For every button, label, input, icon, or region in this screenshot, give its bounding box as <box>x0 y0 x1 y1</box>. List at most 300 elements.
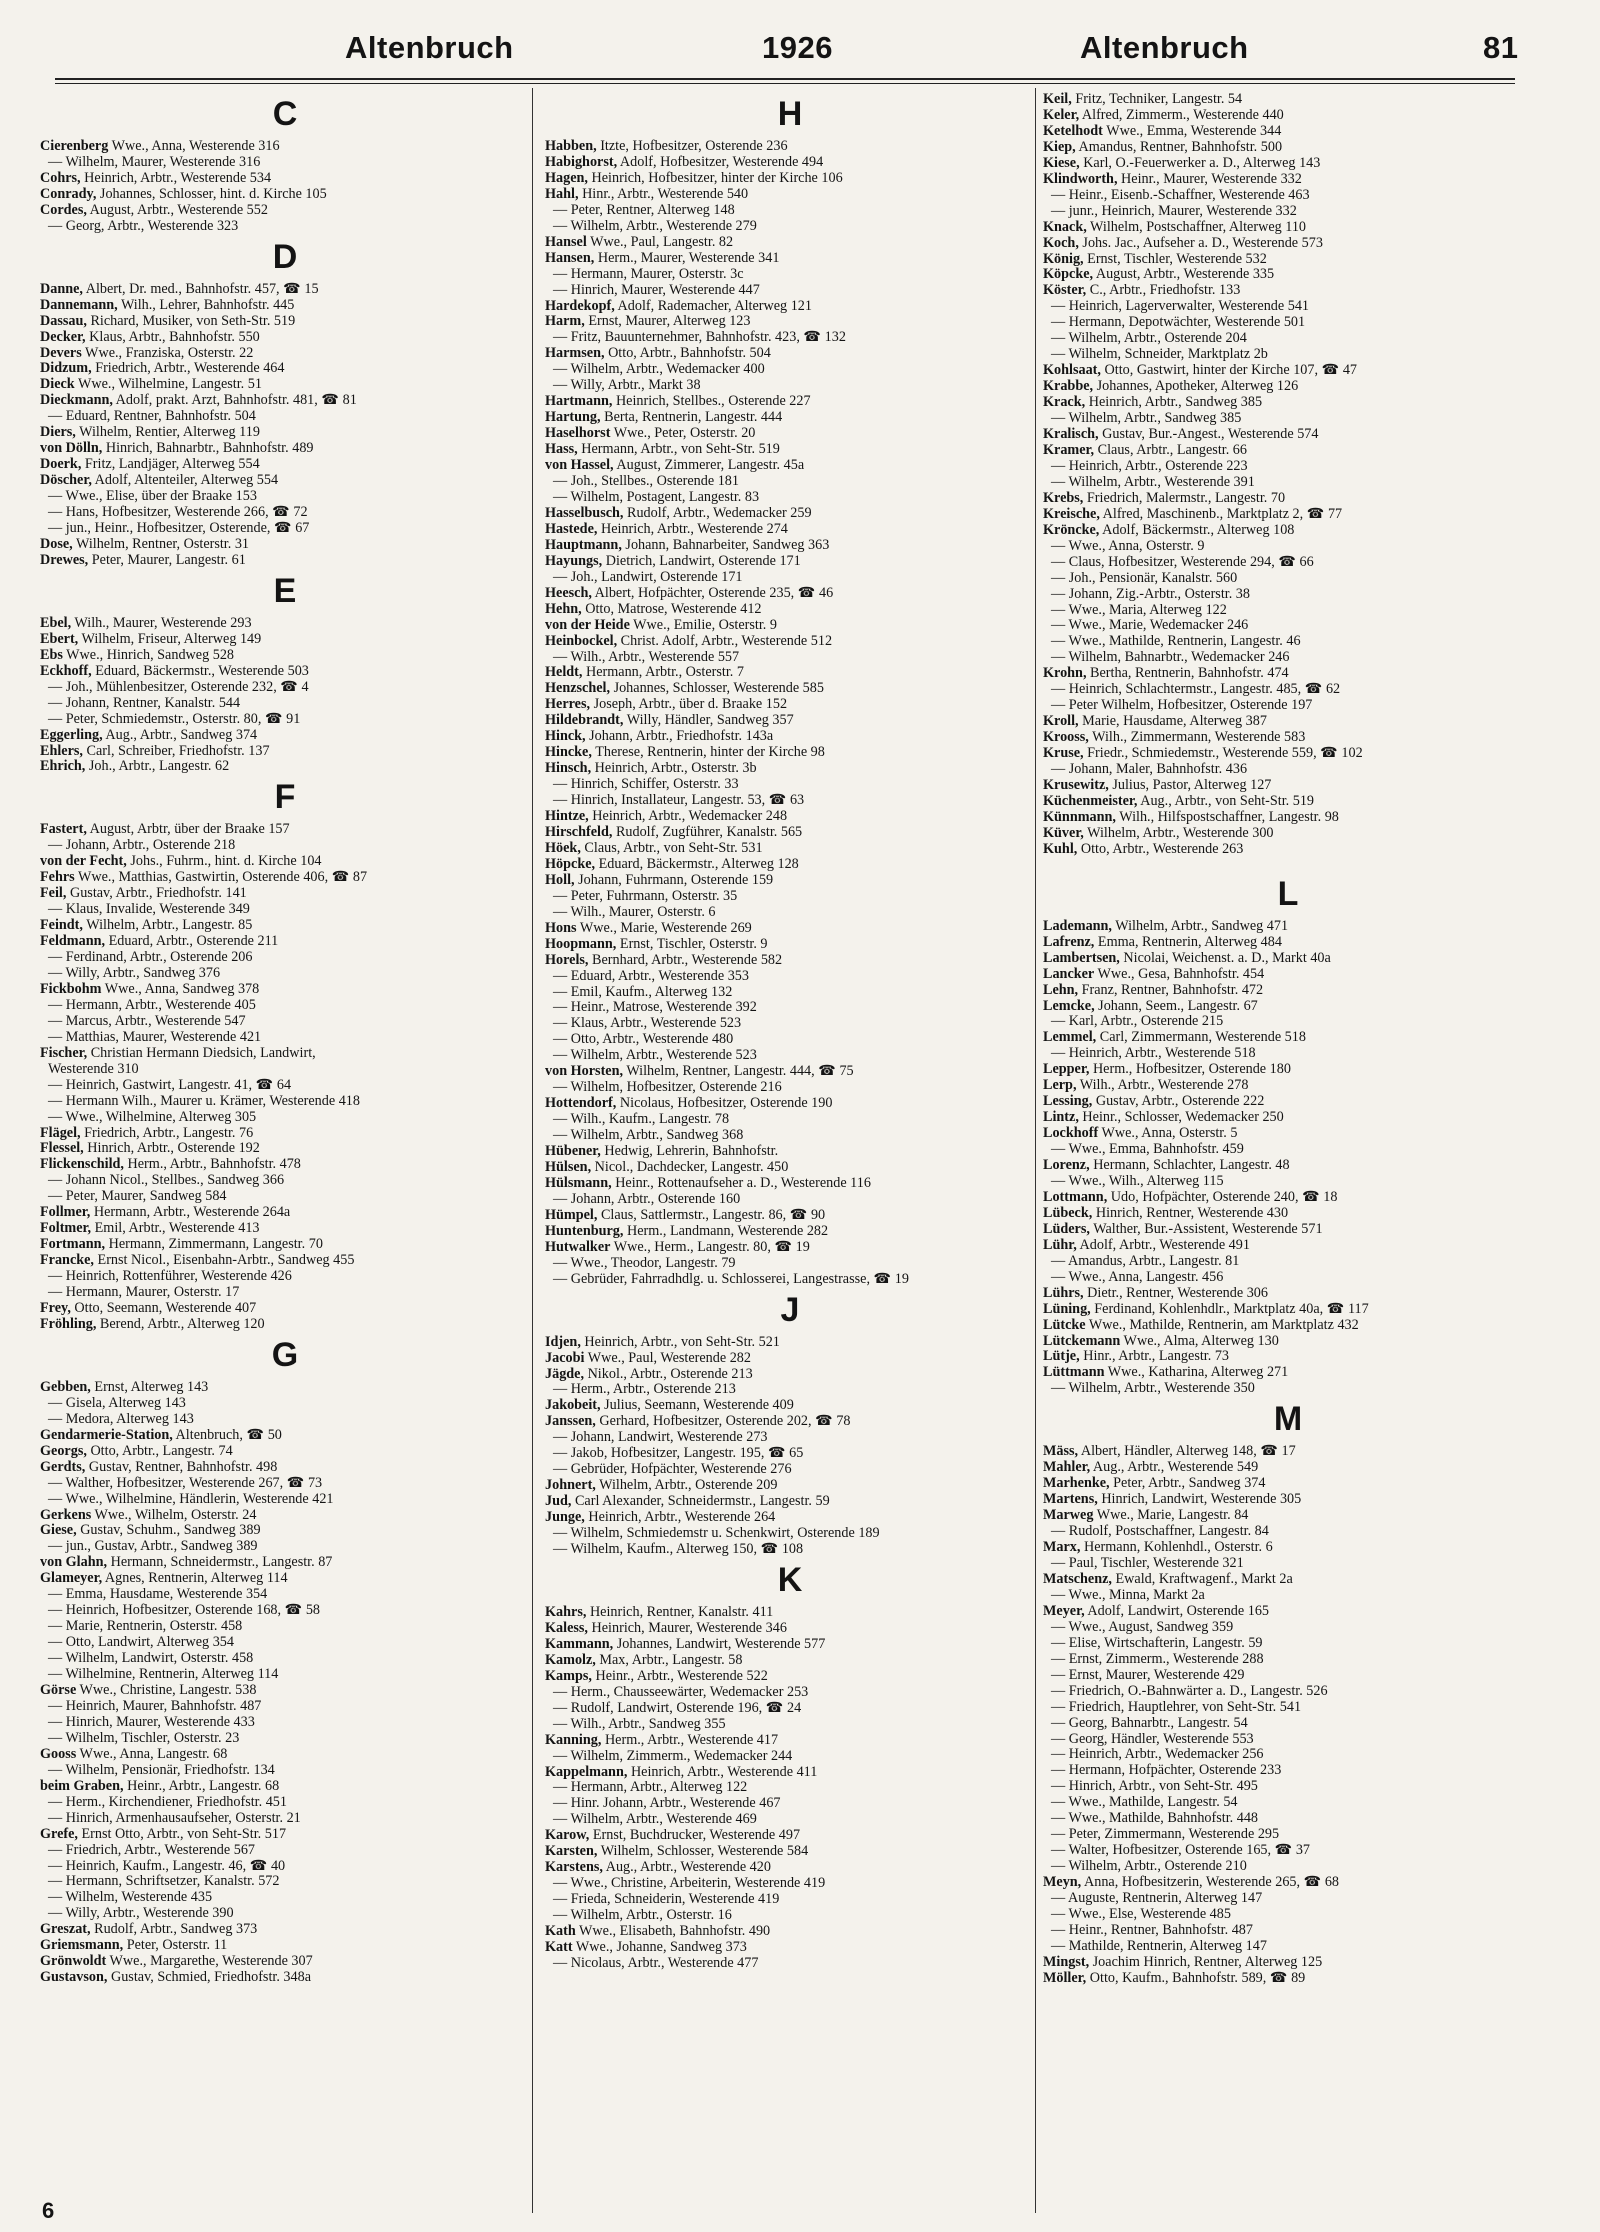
directory-subentry: — Herm., Kirchendiener, Friedhofstr. 451 <box>48 1794 287 1810</box>
entry-details: Wwe., Paul, Langestr. 82 <box>586 234 734 250</box>
entry-surname: Köster, <box>1043 283 1087 299</box>
directory-subentry: — Wilhelm, Arbtr., Sandweg 385 <box>1051 411 1242 427</box>
entry-details: Anna, Hofbesitzerin, Westerende 265, ☎ 68 <box>1081 1875 1340 1891</box>
entry-details: Heinrich, Arbtr., Westerende 274 <box>597 521 788 537</box>
directory-subentry: — Wilhelm, Arbtr., Westerende 469 <box>553 1812 757 1828</box>
entry-surname: Lockhoff <box>1043 1126 1099 1142</box>
directory-subentry: — Wwe., Marie, Wedemacker 246 <box>1051 618 1249 634</box>
directory-entry <box>40 1460 530 1476</box>
directory-subentry: — Amandus, Arbtr., Langestr. 81 <box>1051 1253 1240 1269</box>
entry-details: Wwe., Hinrich, Sandweg 528 <box>62 647 235 663</box>
entry-details: Friedrich, Arbtr., Westerende 464 <box>91 361 285 377</box>
directory-entry <box>1043 1222 1533 1238</box>
entry-surname: Höpcke, <box>545 856 596 872</box>
directory-entry <box>1043 1365 1533 1381</box>
entry-surname: Hauptmann, <box>545 537 622 553</box>
entry-details: Joachim Hinrich, Rentner, Alterweg 125 <box>1089 1954 1323 1970</box>
directory-entry <box>40 393 530 409</box>
entry-surname: von Dölln, <box>40 441 103 457</box>
entry-details: Eduard, Arbtr., Osterende 211 <box>105 934 279 950</box>
directory-entry <box>40 744 530 760</box>
entry-details: Karl, O.-Feuerwerker a. D., Alterweg 143 <box>1079 155 1321 171</box>
entry-details: Franz, Rentner, Bahnhofstr. 472 <box>1078 982 1264 998</box>
directory-entry <box>545 697 1035 713</box>
directory-subentry: — Rudolf, Landwirt, Osterende 196, ☎ 24 <box>553 1700 802 1716</box>
entry-surname: Fortmann, <box>40 1237 106 1253</box>
directory-entry <box>40 441 530 457</box>
entry-details: Albert, Dr. med., Bahnhofstr. 457, ☎ 15 <box>82 281 319 297</box>
directory-entry <box>40 1141 530 1157</box>
directory-subentry: — Joh., Landwirt, Osterende 171 <box>553 569 743 585</box>
directory-entry <box>545 1096 1035 1112</box>
entry-surname: Hastede, <box>545 521 598 537</box>
entry-surname: Hirschfeld, <box>545 824 613 840</box>
entry-surname: Hümpel, <box>545 1207 598 1223</box>
entry-surname: Katt <box>545 1939 573 1955</box>
directory-entry <box>545 1367 1035 1383</box>
directory-entry <box>545 618 1035 634</box>
directory-subentry: — Wwe., Christine, Arbeiterin, Westerende 419 <box>553 1876 826 1892</box>
directory-subentry: — Heinrich, Gastwirt, Langestr. 41, ☎ 64 <box>48 1077 292 1093</box>
directory-subentry: — Frieda, Schneiderin, Westerende 419 <box>553 1892 780 1908</box>
entry-details: Nicol., Dachdecker, Langestr. 450 <box>591 1160 789 1175</box>
directory-entry <box>1043 1062 1533 1078</box>
section-spacer <box>1043 858 1533 872</box>
directory-entry <box>545 586 1035 602</box>
directory-entry <box>545 1669 1035 1685</box>
directory-entry <box>40 728 530 744</box>
entry-surname: Feil, <box>40 886 67 902</box>
entry-details: Heinrich, Hofbesitzer, hinter der Kirche 106 <box>587 170 843 186</box>
directory-subentry: — Klaus, Arbtr., Westerende 523 <box>553 1016 742 1032</box>
directory-entry <box>545 1765 1035 1781</box>
directory-entry <box>545 665 1035 681</box>
entry-surname: Mingst, <box>1043 1954 1090 1970</box>
entry-surname: Kramer, <box>1043 442 1095 458</box>
entry-surname: Holl, <box>545 872 575 888</box>
directory-entry <box>40 1301 530 1317</box>
entry-details: Wwe., Marie, Westerende 269 <box>576 920 752 936</box>
directory-subentry: — Otto, Landwirt, Alterweg 354 <box>48 1635 234 1651</box>
directory-subentry: — Auguste, Rentnerin, Alterweg 147 <box>1051 1891 1263 1907</box>
directory-entry <box>40 203 530 219</box>
entry-surname: Krooss, <box>1043 730 1089 746</box>
entry-details: Albert, Hofpächter, Osterende 235, ☎ 46 <box>591 585 834 601</box>
entry-surname: Ehrich, <box>40 759 86 775</box>
directory-entry <box>545 761 1035 777</box>
entry-surname: Eggerling, <box>40 727 103 743</box>
entry-surname: Harm, <box>545 314 585 330</box>
entry-details: Gustav, Arbtr., Friedhofstr. 141 <box>66 886 247 902</box>
directory-entry <box>545 187 1035 203</box>
entry-surname: Marx, <box>1043 1540 1081 1556</box>
directory-entry <box>1043 124 1533 140</box>
header-rule <box>55 78 1515 80</box>
entry-surname: Kiep, <box>1043 139 1076 155</box>
entry-details: Berta, Rentnerin, Langestr. 444 <box>600 410 783 426</box>
entry-surname: Jud, <box>545 1494 572 1510</box>
directory-subentry: — Heinrich, Schlachtermstr., Langestr. 485, ☎ 62 <box>1051 682 1341 698</box>
entry-surname: Griemsmann, <box>40 1938 124 1954</box>
entry-surname: Lübeck, <box>1043 1205 1093 1221</box>
directory-subentry: — Hinr. Johann, Arbtr., Westerende 467 <box>553 1796 781 1812</box>
entry-details: Christian Hermann Diedsich, Landwirt, <box>87 1045 316 1061</box>
directory-subentry: — Gisela, Alterweg 143 <box>48 1395 186 1411</box>
entry-details: Wilh., Hilfspostschaffner, Langestr. 98 <box>1115 809 1339 825</box>
entry-surname: Fickbohm <box>40 981 102 997</box>
directory-subentry: — Wwe., Elise, über der Braake 153 <box>48 489 257 505</box>
entry-surname: Feldmann, <box>40 934 106 950</box>
entry-surname: Mäss, <box>1043 1444 1079 1460</box>
entry-details: C., Arbtr., Friedhofstr. 133 <box>1086 283 1241 299</box>
header-year: 1926 <box>762 30 833 65</box>
entry-details: Klaus, Arbtr., Bahnhofstr. 550 <box>85 329 260 345</box>
entry-surname: Kammann, <box>545 1636 614 1652</box>
entry-details: Wwe., Matthias, Gastwirtin, Osterende 406, ☎ 87 <box>74 870 368 886</box>
entry-surname: Hoopmann, <box>545 936 617 952</box>
directory-subentry: — Wilhelm, Kaufm., Alterweg 150, ☎ 108 <box>553 1542 804 1558</box>
directory-entry <box>40 553 530 569</box>
directory-column-3 <box>1043 92 1533 1987</box>
entry-details: Adolf, Arbtr., Westerende 491 <box>1076 1237 1250 1253</box>
entry-surname: Fastert, <box>40 822 87 838</box>
directory-subentry: — Wilh., Maurer, Osterstr. 6 <box>553 904 716 920</box>
entry-details: Gustav, Arbtr., Osterende 222 <box>1092 1094 1265 1110</box>
entry-surname: Kanning, <box>545 1732 602 1748</box>
directory-subentry: — Hinrich, Schiffer, Osterstr. 33 <box>553 777 739 793</box>
entry-details: Wwe., Christine, Langestr. 538 <box>76 1683 257 1699</box>
entry-details: Hermann, Zimmermann, Langestr. 70 <box>105 1237 323 1253</box>
directory-entry <box>545 426 1035 442</box>
entry-surname: Kreische, <box>1043 506 1100 522</box>
directory-entry <box>545 1160 1035 1176</box>
entry-surname: Ketelhodt <box>1043 123 1103 139</box>
directory-entry <box>1043 842 1533 858</box>
entry-details: Ferdinand, Kohlenhdlr., Marktplatz 40a, ☎ 117 <box>1090 1301 1369 1317</box>
directory-entry <box>545 155 1035 171</box>
entry-details: Wwe., Anna, Osterstr. 5 <box>1098 1126 1238 1142</box>
entry-details: Hinrich, Landwirt, Westerende 305 <box>1097 1492 1302 1508</box>
entry-surname: Kappelmann, <box>545 1764 628 1780</box>
entry-surname: Kaless, <box>545 1620 588 1636</box>
entry-details: Wwe., Anna, Westerende 316 <box>108 139 280 154</box>
entry-surname: Ebel, <box>40 615 72 631</box>
directory-subentry: — Wilh., Arbtr., Westerende 557 <box>553 649 740 665</box>
directory-subentry: — Heinrich, Arbtr., Osterende 223 <box>1051 458 1248 474</box>
entry-surname: Knack, <box>1043 219 1087 235</box>
directory-entry <box>545 1733 1035 1749</box>
entry-surname: Lemmel, <box>1043 1030 1097 1046</box>
entry-surname: Kohlsaat, <box>1043 363 1101 379</box>
directory-subentry: — Hermann Wilh., Maurer u. Krämer, Westerende 418 <box>48 1093 360 1109</box>
directory-subentry: — Wwe., August, Sandweg 359 <box>1051 1619 1234 1635</box>
directory-entry <box>545 745 1035 761</box>
entry-details: Wilhelm, Friseur, Alterweg 149 <box>78 631 262 647</box>
entry-surname: Krabbe, <box>1043 379 1094 395</box>
entry-details: Dietr., Rentner, Westerende 306 <box>1083 1285 1268 1301</box>
directory-subentry: — Wwe., Wilh., Alterweg 115 <box>1051 1174 1224 1189</box>
entry-surname: Hülsen, <box>545 1160 592 1175</box>
entry-details: Aug., Arbtr., Westerende 549 <box>1090 1460 1259 1476</box>
entry-details: Wwe., Alma, Alterweg 130 <box>1120 1333 1279 1349</box>
directory-entry <box>1043 1349 1533 1365</box>
entry-surname: Haselhorst <box>545 426 611 442</box>
entry-details: Peter, Maurer, Langestr. 61 <box>88 552 246 568</box>
directory-entry <box>1043 507 1533 523</box>
entry-surname: Huntenburg, <box>545 1223 624 1239</box>
entry-surname: Gerkens <box>40 1507 92 1523</box>
entry-details: Wilhelm, Rentner, Langestr. 444, ☎ 75 <box>623 1064 854 1080</box>
directory-entry <box>545 1510 1035 1526</box>
entry-details: Fritz, Techniker, Langestr. 54 <box>1071 92 1243 107</box>
directory-subentry: — Hans, Hofbesitzer, Westerende 266, ☎ 72 <box>48 505 308 521</box>
entry-details: Rudolf, Zugführer, Kanalstr. 565 <box>612 824 803 840</box>
column-divider <box>1035 88 1036 2213</box>
directory-entry <box>40 1922 530 1938</box>
directory-subentry: — Wilhelm, Postagent, Langestr. 83 <box>553 489 760 505</box>
directory-entry <box>40 346 530 362</box>
entry-details: Friedrich, Arbtr., Langestr. 76 <box>80 1125 254 1141</box>
entry-details: Herm., Arbtr., Bahnhofstr. 478 <box>123 1157 301 1173</box>
directory-entry <box>545 458 1035 474</box>
directory-entry <box>545 857 1035 873</box>
entry-surname: Heesch, <box>545 585 592 601</box>
entry-details: Udo, Hofpächter, Osterende 240, ☎ 18 <box>1107 1189 1338 1205</box>
directory-subentry: — Marcus, Arbtr., Westerende 547 <box>48 1013 246 1029</box>
directory-subentry: — Wwe., Mathilde, Rentnerin, Langestr. 46 <box>1051 634 1301 650</box>
entry-details: Joseph, Arbtr., über d. Braake 152 <box>590 697 788 713</box>
directory-entry <box>545 937 1035 953</box>
directory-entry <box>40 1444 530 1460</box>
entry-details: Adolf, prakt. Arzt, Bahnhofstr. 481, ☎ 81 <box>112 393 357 409</box>
directory-subentry: — Wilhelm, Pensionär, Friedhofstr. 134 <box>48 1762 275 1778</box>
directory-subentry: — Joh., Pensionär, Kanalstr. 560 <box>1051 570 1238 586</box>
entry-details: Rudolf, Arbtr., Wedemacker 259 <box>623 505 812 521</box>
directory-entry <box>40 361 530 377</box>
directory-subentry: — Ferdinand, Arbtr., Osterende 206 <box>48 950 253 966</box>
entry-details: Willy, Händler, Sandweg 357 <box>623 713 794 729</box>
directory-subentry: — Herm., Arbtr., Osterende 213 <box>553 1382 736 1398</box>
section-letter: D <box>272 237 298 276</box>
directory-subentry: — Hermann, Maurer, Osterstr. 17 <box>48 1285 240 1301</box>
entry-surname: Danne, <box>40 281 83 297</box>
entry-surname: Gooss <box>40 1746 77 1762</box>
directory-entry <box>1043 523 1533 539</box>
directory-entry <box>1043 794 1533 810</box>
directory-subentry: — Hermann, Arbtr., Westerende 405 <box>48 997 256 1013</box>
entry-surname: Döscher, <box>40 473 92 489</box>
directory-subentry: — Johann, Arbtr., Osterende 218 <box>48 838 236 854</box>
entry-surname: Johnert, <box>545 1478 596 1494</box>
entry-details: Hermann, Schneidermstr., Langestr. 87 <box>107 1555 333 1571</box>
directory-subentry: — Wilhelm, Arbtr., Westerende 391 <box>1051 474 1255 490</box>
entry-details: Wwe., Wilhelm, Osterstr. 24 <box>91 1507 257 1523</box>
entry-details: Heinrich, Arbtr., Osterstr. 3b <box>591 761 757 777</box>
directory-subentry: — Wilhelm, Hofbesitzer, Osterende 216 <box>553 1080 782 1096</box>
directory-entry <box>545 1208 1035 1224</box>
entry-surname: Martens, <box>1043 1492 1098 1508</box>
entry-details: Otto, Seemann, Westerende 407 <box>70 1301 257 1316</box>
entry-details: Hermann, Arbtr., von Seht-Str. 519 <box>577 442 780 458</box>
column-divider <box>532 88 533 2213</box>
entry-surname: Giese, <box>40 1523 77 1539</box>
directory-entry <box>1043 363 1533 379</box>
directory-entry <box>1043 379 1533 395</box>
entry-details: Alfred, Maschinenb., Marktplatz 2, ☎ 77 <box>1099 506 1343 522</box>
entry-surname: Devers <box>40 345 82 361</box>
directory-subentry: — Eduard, Arbtr., Westerende 353 <box>553 968 749 984</box>
entry-surname: Eckhoff, <box>40 663 92 679</box>
section-letter: G <box>271 1335 299 1374</box>
directory-subentry: — Heinr., Rentner, Bahnhofstr. 487 <box>1051 1922 1253 1938</box>
directory-entry <box>1043 714 1533 730</box>
entry-details: Wilhelm, Schlosser, Westerende 584 <box>597 1844 809 1860</box>
entry-surname: Krusewitz, <box>1043 777 1109 793</box>
entry-details: Ernst, Maurer, Alterweg 123 <box>584 314 751 330</box>
entry-details: Amandus, Rentner, Bahnhofstr. 500 <box>1075 139 1283 155</box>
directory-entry <box>1043 935 1533 951</box>
entry-details: Heinr., Rottenaufseher a. D., Westerende 116 <box>611 1175 871 1191</box>
entry-surname: Kroll, <box>1043 714 1079 730</box>
directory-entry <box>40 1555 530 1571</box>
entry-surname: Klindworth, <box>1043 171 1118 187</box>
directory-entry <box>40 1747 530 1763</box>
directory-entry <box>545 953 1035 969</box>
entry-surname: Frey, <box>40 1301 71 1316</box>
entry-details: Adolf, Hofbesitzer, Westerende 494 <box>617 154 824 170</box>
entry-details: Walther, Bur.-Assistent, Westerende 571 <box>1089 1221 1323 1237</box>
directory-subentry: — Rudolf, Postschaffner, Langestr. 84 <box>1051 1524 1269 1540</box>
entry-details: Wilh., Arbtr., Westerende 278 <box>1076 1078 1249 1094</box>
entry-details: Emil, Arbtr., Westerende 413 <box>91 1221 260 1237</box>
entry-details: Carl, Schreiber, Friedhofstr. 137 <box>82 743 270 759</box>
entry-details: Hermann, Arbtr., Westerende 264a <box>90 1205 291 1221</box>
entry-details: Carl, Zimmermann, Westerende 518 <box>1096 1030 1306 1046</box>
entry-details: Johann, Seem., Langestr. 67 <box>1094 998 1258 1014</box>
entry-surname: Drewes, <box>40 552 89 568</box>
directory-entry <box>1043 778 1533 794</box>
directory-subentry: — Wilhelm, Arbtr., Osterstr. 16 <box>553 1908 732 1924</box>
entry-details: Gustav, Schmied, Friedhofstr. 348a <box>107 1970 312 1986</box>
header-rule-thin <box>55 83 1515 84</box>
directory-entry <box>40 854 530 870</box>
entry-details: Albert, Händler, Alterweg 148, ☎ 17 <box>1078 1444 1296 1460</box>
directory-entry <box>1043 983 1533 999</box>
directory-entry <box>40 1571 530 1587</box>
directory-entry <box>40 1237 530 1253</box>
entry-surname: Krack, <box>1043 395 1086 411</box>
directory-entry <box>545 1224 1035 1240</box>
directory-subentry: — Heinrich, Arbtr., Westerende 518 <box>1051 1046 1256 1062</box>
directory-entry <box>545 1828 1035 1844</box>
directory-entry <box>545 1494 1035 1510</box>
entry-surname: Ebert, <box>40 631 79 647</box>
entry-details: Wwe., Wilhelmine, Langestr. 51 <box>74 377 262 393</box>
entry-details: Ernst, Alterweg 143 <box>90 1379 209 1395</box>
section-letter: M <box>1273 1400 1303 1439</box>
entry-details: Heinr., Schlosser, Wedemacker 250 <box>1078 1110 1284 1126</box>
entry-surname: Lüttmann <box>1043 1365 1105 1381</box>
entry-surname: Fröhling, <box>40 1316 97 1332</box>
directory-entry <box>545 1398 1035 1414</box>
entry-details: Ernst, Tischler, Westerende 532 <box>1083 251 1267 267</box>
directory-entry <box>1043 1302 1533 1318</box>
directory-entry <box>1043 1334 1533 1350</box>
entry-details: Adolf, Landwirt, Osterende 165 <box>1084 1603 1270 1619</box>
entry-details: Wwe., Peter, Osterstr. 20 <box>610 426 756 442</box>
entry-surname: Ehlers, <box>40 743 83 759</box>
entry-details: Heinrich, Maurer, Westerende 346 <box>587 1620 787 1636</box>
directory-entry <box>545 1621 1035 1637</box>
directory-subentry: — Willy, Arbtr., Westerende 390 <box>48 1906 234 1922</box>
entry-details: Hinrich, Rentner, Westerende 430 <box>1092 1205 1289 1221</box>
directory-subentry: — Otto, Arbtr., Westerende 480 <box>553 1032 734 1048</box>
directory-entry <box>40 1508 530 1524</box>
entry-details: Ernst, Buchdrucker, Westerende 497 <box>589 1828 801 1844</box>
entry-surname: Jägde, <box>545 1366 585 1382</box>
entry-details: Wwe., Anna, Langestr. 68 <box>76 1746 228 1762</box>
entry-surname: Heldt, <box>545 665 583 681</box>
entry-surname: Höek, <box>545 840 581 856</box>
entry-surname: Lafrenz, <box>1043 934 1095 950</box>
entry-details: Marie, Hausdame, Alterweg 387 <box>1078 714 1267 730</box>
entry-surname: Lüning, <box>1043 1301 1091 1317</box>
entry-surname: Kuhl, <box>1043 841 1078 857</box>
entry-surname: Lührs, <box>1043 1285 1084 1301</box>
directory-entry <box>40 648 530 664</box>
directory-subentry: — Hinrich, Installateur, Langestr. 53, ☎ 63 <box>553 793 805 809</box>
directory-entry <box>1043 1476 1533 1492</box>
directory-subentry: — Heinrich, Arbtr., Wedemacker 256 <box>1051 1747 1264 1763</box>
entry-surname: Karsten, <box>545 1844 598 1860</box>
entry-surname: Marweg <box>1043 1508 1094 1524</box>
entry-details: Herm., Landmann, Westerende 282 <box>623 1223 829 1239</box>
directory-entry <box>545 1924 1035 1940</box>
entry-details: Max, Arbtr., Langestr. 58 <box>595 1652 743 1668</box>
entry-details: Hermann, Arbtr., Osterstr. 7 <box>582 665 744 681</box>
entry-surname: von der Heide <box>545 617 630 633</box>
section-letter: F <box>274 778 296 817</box>
entry-surname: Kröncke, <box>1043 522 1100 538</box>
entry-surname: Flessel, <box>40 1141 84 1157</box>
entry-details: Ernst, Tischler, Osterstr. 9 <box>616 936 768 952</box>
directory-entry <box>545 139 1035 155</box>
entry-surname: Fehrs <box>40 870 75 886</box>
directory-entry <box>545 538 1035 554</box>
entry-details: August, Arbtr., Westerende 552 <box>86 202 268 218</box>
directory-subentry: — Georg, Arbtr., Westerende 323 <box>48 218 239 234</box>
entry-details: Wwe., Elisabeth, Bahnhofstr. 490 <box>575 1924 771 1940</box>
entry-surname: beim Graben, <box>40 1778 124 1794</box>
entry-details: Herm., Arbtr., Westerende 417 <box>601 1732 779 1748</box>
entry-surname: Hülsmann, <box>545 1175 612 1191</box>
page-number: 81 <box>1483 30 1519 65</box>
directory-subentry: — Wilhelm, Westerende 435 <box>48 1890 213 1906</box>
entry-details: Otto, Arbtr., Bahnhofstr. 504 <box>604 346 771 362</box>
entry-surname: Lorenz, <box>1043 1158 1090 1174</box>
entry-surname: Cohrs, <box>40 170 81 186</box>
entry-surname: Ebs <box>40 647 63 663</box>
entry-surname: Keler, <box>1043 107 1080 123</box>
entry-surname: von Glahn, <box>40 1555 108 1571</box>
directory-subentry: — Emma, Hausdame, Westerende 354 <box>48 1587 268 1603</box>
directory-subentry: — Johann, Landwirt, Westerende 273 <box>553 1430 768 1446</box>
directory-entry <box>1043 1190 1533 1206</box>
entry-surname: Lüders, <box>1043 1221 1090 1237</box>
directory-subentry: — Gebrüder, Fahrradhdlg. u. Schlosserei, Langestrasse, ☎ 19 <box>553 1271 909 1287</box>
entry-details: Hedwig, Lehrerin, Bahnhofstr. <box>600 1144 779 1160</box>
entry-surname: Hutwalker <box>545 1239 611 1255</box>
